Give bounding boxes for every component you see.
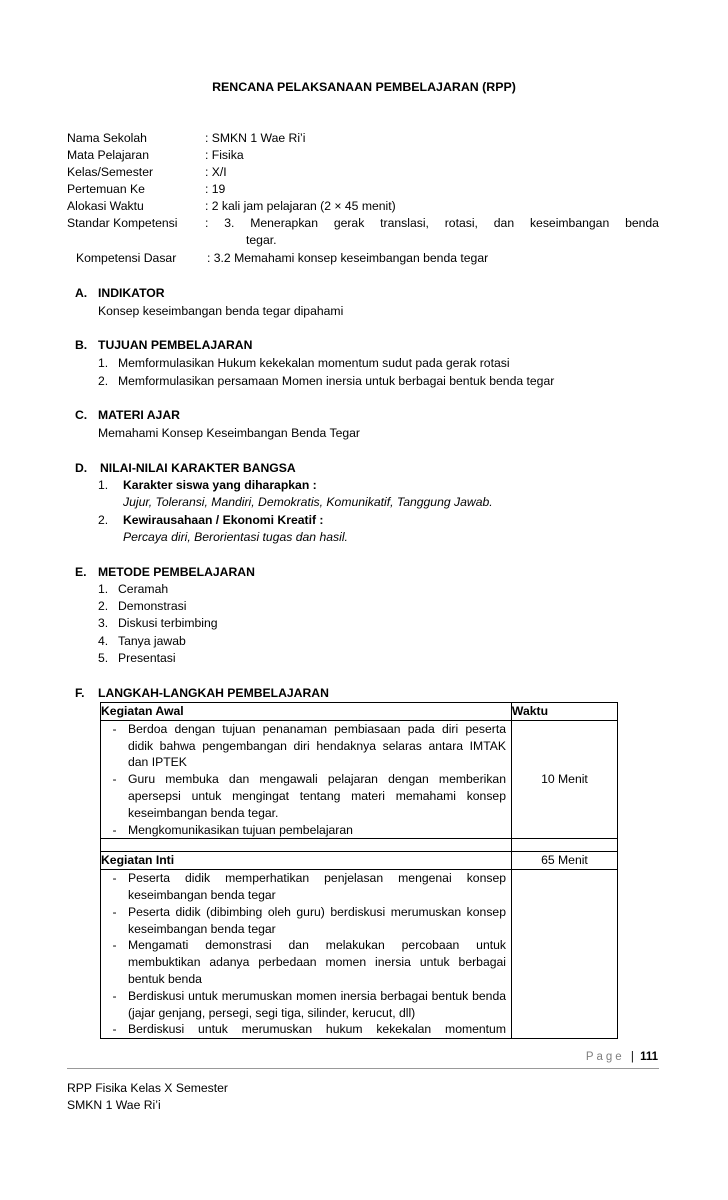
footer-line-2: SMKN 1 Wae Ri’i	[67, 1098, 161, 1112]
identity-label: Standar Kompetensi	[67, 216, 178, 230]
list-item: - Peserta didik (dibimbing oleh guru) berdiskusi merumuskan konsep keseimbangan benda tegar	[112, 904, 506, 936]
metode-item: 1. Ceramah	[98, 582, 169, 596]
karakter-item-title: 2. Kewirausahaan / Ekonomi Kreatif :	[98, 513, 324, 527]
page-separator: |	[630, 1051, 634, 1063]
section-metode-heading: E. METODE PEMBELAJARAN	[75, 565, 255, 579]
table-row-spacer	[101, 839, 618, 852]
langkah-table	[100, 702, 618, 1039]
footer-divider	[67, 1068, 659, 1069]
page-number-value: 111	[640, 1051, 658, 1063]
section-tujuan-heading: B. TUJUAN PEMBELAJARAN	[75, 338, 253, 352]
identity-value: : 19	[205, 182, 226, 196]
kegiatan-awal-header: Kegiatan Awal	[101, 703, 512, 721]
tujuan-item: 1. Memformulasikan Hukum kekekalan momentum sudut pada gerak rotasi	[98, 356, 510, 370]
table-row	[101, 852, 618, 870]
table-row	[101, 870, 618, 1039]
waktu-header: Waktu	[511, 703, 617, 721]
document-title: RENCANA PELAKSANAAN PEMBELAJARAN (RPP)	[212, 80, 516, 94]
indikator-text: Konsep keseimbangan benda tegar dipahami	[98, 304, 344, 318]
kegiatan-awal-content	[101, 720, 512, 839]
list-item: - Guru membuka dan mengawali pelajaran dengan memberikan apersepsi untuk mengingat tentang materi memahami konsep keseimbangan benda tegar.	[112, 772, 506, 820]
list-item: - Mengkomunikasikan tujuan pembelajaran	[112, 822, 353, 837]
kegiatan-inti-content	[101, 870, 512, 1039]
page-number	[586, 1051, 658, 1063]
identity-label: Alokasi Waktu	[67, 199, 144, 213]
footer-line-1: RPP Fisika Kelas X Semester	[67, 1081, 228, 1095]
kegiatan-inti-header: Kegiatan Inti	[101, 852, 512, 870]
metode-item: 3. Diskusi terbimbing	[98, 616, 218, 630]
list-item: - Peserta didik memperhatikan penjelasan mengenai konsep keseimbangan benda tegar	[112, 871, 506, 902]
identity-value: : X/I	[205, 165, 227, 179]
standar-kompetensi-continuation: tegar.	[246, 233, 277, 247]
identity-value: : Fisika	[205, 148, 244, 162]
list-item: - Berdiskusi untuk merumuskan hukum kekekalan momentum	[112, 1022, 506, 1037]
identity-label: Kompetensi Dasar	[76, 251, 177, 265]
table-row	[101, 703, 618, 721]
section-indikator-heading: A. INDIKATOR	[75, 286, 165, 300]
karakter-item-text: Percaya diri, Berorientasi tugas dan hasil.	[123, 530, 348, 544]
section-langkah-heading: F. LANGKAH-LANGKAH PEMBELAJARAN	[75, 686, 329, 700]
identity-value: : SMKN 1 Wae Ri’i	[205, 131, 306, 145]
identity-value: : 3.2 Memahami konsep keseimbangan benda tegar	[207, 251, 489, 265]
metode-item: 2. Demonstrasi	[98, 599, 187, 613]
list-item: - Berdoa dengan tujuan penanaman pembiasaan pada diri peserta didik bahwa pengembangan diri hendaknya selaras antara IMTAK dan IPTEK	[112, 721, 506, 770]
section-karakter-heading: D. NILAI-NILAI KARAKTER BANGSA	[75, 461, 296, 475]
page-word: Page	[585, 1051, 625, 1063]
tujuan-item: 2. Memformulasikan persamaan Momen inersia untuk berbagai bentuk benda tegar	[98, 374, 555, 388]
table-row	[101, 720, 618, 839]
identity-label: Mata Pelajaran	[67, 148, 149, 162]
karakter-item-text: Jujur, Toleransi, Mandiri, Demokratis, Komunikatif, Tanggung Jawab.	[123, 495, 493, 509]
identity-label: Nama Sekolah	[67, 131, 147, 145]
identity-label: Kelas/Semester	[67, 165, 154, 179]
section-materi-heading: C. MATERI AJAR	[75, 408, 180, 422]
standar-kompetensi-line: : 3. Menerapkan gerak translasi, rotasi, dan keseimbangan benda	[205, 216, 659, 230]
metode-item: 4. Tanya jawab	[98, 634, 186, 648]
list-item: - Berdiskusi untuk merumuskan momen inersia berbagai bentuk benda (jajar genjang, persegi, segi tiga, silinder, kerucut, dll)	[112, 988, 506, 1020]
karakter-item-title: 1. Karakter siswa yang diharapkan :	[98, 478, 317, 492]
identity-label: Pertemuan Ke	[67, 182, 145, 196]
list-item: - Mengamati demonstrasi dan melakukan percobaan untuk membuktikan adanya perbedaan momen inersia untuk berbagai bentuk benda	[112, 938, 506, 986]
materi-text: Memahami Konsep Keseimbangan Benda Tegar	[98, 426, 360, 440]
kegiatan-inti-time: 65 Menit	[511, 852, 617, 870]
metode-item: 5. Presentasi	[98, 651, 176, 665]
kegiatan-awal-time: 10 Menit	[511, 720, 617, 839]
identity-value: : 2 kali jam pelajaran (2 × 45 menit)	[205, 199, 396, 213]
